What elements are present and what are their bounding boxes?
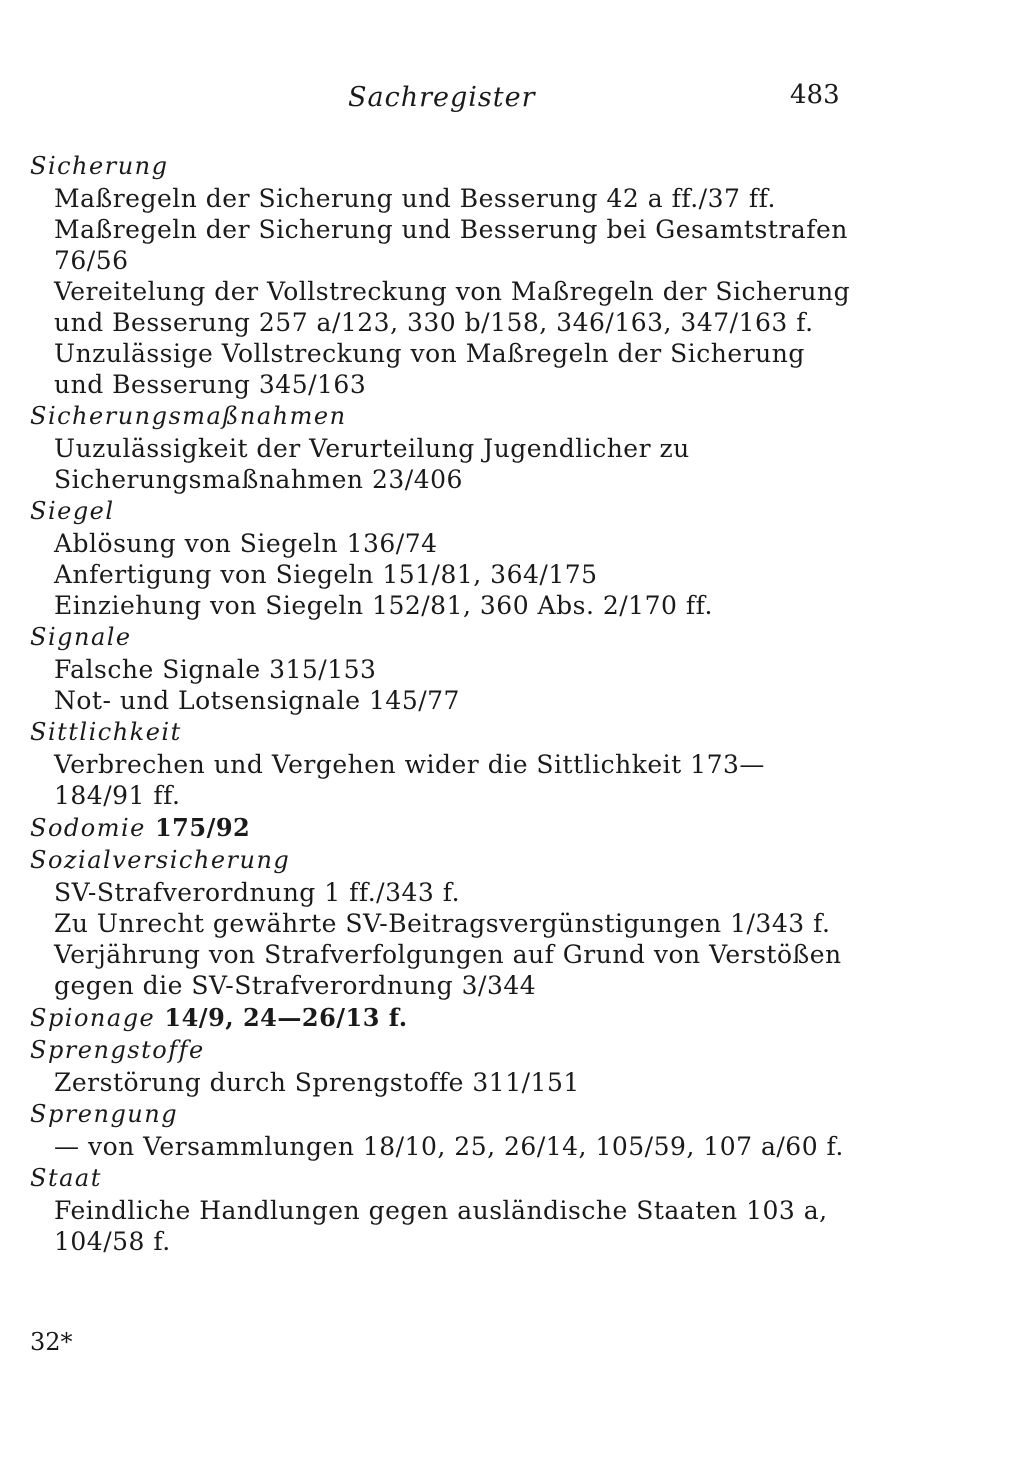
- index-subentry: Zu Unrecht gewährte SV-Beitragsvergünstigungen 1/343 f.: [54, 909, 831, 938]
- index-term-label: Sodomie: [30, 814, 146, 842]
- index-entry: [30, 1034, 870, 1098]
- index-entry: [30, 495, 870, 621]
- index-entry: [30, 400, 870, 495]
- index-subentry: SV-Strafverordnung 1 ff./343 f.: [54, 878, 461, 907]
- index-entry: [30, 844, 870, 1001]
- index-term: [30, 150, 870, 183]
- index-subentry: Uuzulässigkeit der Verurteilung Jugendlicher zu Sicherungsmaßnahmen 23/406: [54, 434, 690, 494]
- index-term-reference: 14/9, 24—26/13 f.: [164, 1003, 408, 1032]
- index-term-reference: 175/92: [154, 813, 251, 842]
- index-entry: [30, 716, 870, 811]
- index-subentry: Verjährung von Strafverfolgungen auf Grund von Verstößen gegen die SV-Strafverordnung 3/344: [54, 940, 842, 1000]
- index-term: [30, 1098, 870, 1131]
- index-subentry: Not- und Lotsensignale 145/77: [54, 686, 460, 715]
- index-term-label: Sicherungsmaßnahmen: [30, 402, 347, 430]
- index-term: [30, 811, 870, 844]
- index-subentry: Falsche Signale 315/153: [54, 655, 377, 684]
- page-number: 483: [790, 80, 840, 110]
- index-subentry: Ablösung von Siegeln 136/74: [54, 529, 438, 558]
- running-head-title: Sachregister: [348, 82, 536, 113]
- index-term-label: Sprengung: [30, 1100, 179, 1128]
- index-term-label: Sozialversicherung: [30, 846, 291, 874]
- index-subentry: Anfertigung von Siegeln 151/81, 364/175: [54, 560, 598, 589]
- index-term: [30, 1034, 870, 1067]
- index-entry: [30, 150, 870, 400]
- index-term-label: Sicherung: [30, 152, 169, 180]
- subject-index: [30, 150, 870, 1257]
- index-subentry: Einziehung von Siegeln 152/81, 360 Abs. 2/170 ff.: [54, 591, 713, 620]
- index-entry: [30, 1162, 870, 1257]
- index-term: [30, 844, 870, 877]
- index-subentry: Zerstörung durch Sprengstoffe 311/151: [54, 1068, 580, 1097]
- index-subentry: Feindliche Handlungen gegen ausländische Staaten 103 a, 104/58 f.: [54, 1196, 828, 1256]
- index-entry: [30, 621, 870, 716]
- index-term-label: Signale: [30, 623, 132, 651]
- index-subentry: Maßregeln der Sicherung und Besserung 42 a ff./37 ff.: [54, 184, 776, 213]
- index-subentry: Verbrechen und Vergehen wider die Sittlichkeit 173—184/91 ff.: [54, 750, 765, 810]
- index-subentry: Maßregeln der Sicherung und Besserung bei Gesamtstrafen 76/56: [54, 215, 848, 275]
- index-term: [30, 400, 870, 433]
- index-term: [30, 1001, 870, 1034]
- index-term-label: Spionage: [30, 1004, 156, 1032]
- index-term: [30, 495, 870, 528]
- index-subentry: — von Versammlungen 18/10, 25, 26/14, 105/59, 107 a/60 f.: [54, 1132, 844, 1161]
- index-term-label: Siegel: [30, 497, 115, 525]
- index-entry: [30, 811, 870, 844]
- index-term: [30, 716, 870, 749]
- index-entry: [30, 1001, 870, 1034]
- signature-mark: 32*: [30, 1328, 73, 1356]
- index-entry: [30, 1098, 870, 1162]
- index-term-label: Sittlichkeit: [30, 718, 182, 746]
- index-term: [30, 621, 870, 654]
- index-subentry: Unzulässige Vollstreckung von Maßregeln der Sicherung und Besserung 345/163: [54, 339, 805, 399]
- index-term-label: Sprengstoffe: [30, 1036, 205, 1064]
- index-term: [30, 1162, 870, 1195]
- index-term-label: Staat: [30, 1164, 102, 1192]
- index-subentry: Vereitelung der Vollstreckung von Maßregeln der Sicherung und Besserung 257 a/123, 330 b/158, 346/163, 347/163 f.: [54, 277, 851, 337]
